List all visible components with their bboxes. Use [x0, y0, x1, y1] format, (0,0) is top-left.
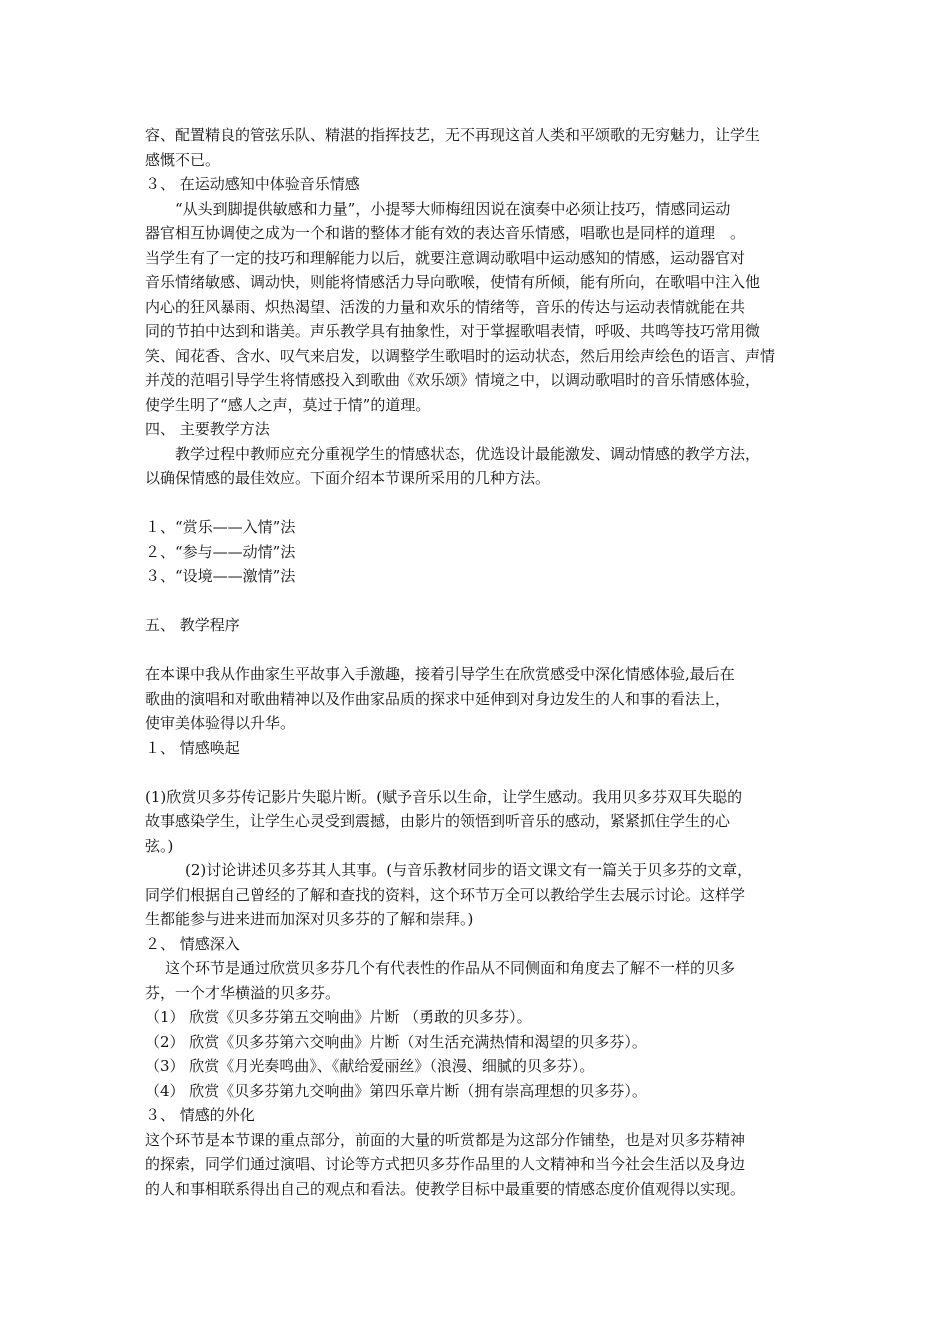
text-line: 使学生明了“感人之声，莫过于情”的道理。 — [145, 395, 431, 414]
text-line: “从头到脚提供敏感和力量”，小提琴大师梅纽因说在演奏中必须让技巧，情感同运动 — [175, 199, 731, 218]
text-line: 使审美体验得以升华。 — [145, 714, 296, 732]
blank-line — [145, 760, 820, 785]
text-line: （3） 欣赏《月光奏鸣曲》、《献给爱丽丝》（浪漫、细腻的贝多芬）。 — [145, 1057, 595, 1075]
text-line: 容、配置精良的管弦乐队、精湛的指挥技艺，无不再现这首人类和平颂歌的无穷魅力，让学生 — [145, 126, 761, 144]
text-line: (1)欣赏贝多芬传记影片失聪片断。(赋予音乐以生命，让学生感动。我用贝多芬双耳失聪的 — [145, 787, 743, 806]
blank-line — [145, 589, 820, 614]
text-line: 芬，一个才华横溢的贝多芬。 — [145, 983, 341, 1002]
text-line: 的人和事相联系得出自己的观点和看法。使教学目标中最重要的情感态度价值观得以实现。 — [145, 1179, 746, 1198]
text-line: 生都能参与进来进而加深对贝多芬的了解和崇拜。) — [145, 910, 474, 928]
text-line: 五、 教学程序 — [145, 616, 240, 634]
text-line: 并茂的范唱引导学生将情感投入到歌曲《欢乐颂》情境之中，以调动歌唱时的音乐情感体验， — [145, 371, 761, 389]
text-line: 故事感染学生，让学生心灵受到震撼，由影片的领悟到听音乐的感动，紧紧抓住学生的心 — [145, 812, 731, 830]
blank-line — [145, 491, 820, 516]
text-line: （4） 欣赏《贝多芬第九交响曲》第四乐章片断（拥有崇高理想的贝多芬）。 — [145, 1081, 647, 1100]
text-line: 这个环节是本节课的重点部分，前面的大量的听赏都是为这部分作铺垫，也是对贝多芬精神 — [145, 1130, 746, 1149]
text-line: 当学生有了一定的技巧和理解能力以后，就要注意调动歌唱中运动感知的情感，运动器官对 — [145, 248, 746, 267]
text-line: ３、“设境——激情”法 — [145, 567, 296, 585]
text-line: 感慨不已。 — [145, 150, 221, 169]
text-line: １、 情感唤起 — [145, 738, 240, 757]
text-line: 教学过程中教师应充分重视学生的情感状态，优选设计最能激发、调动情感的教学方法， — [175, 444, 761, 463]
text-line: ２、“参与——动情”法 — [145, 542, 296, 561]
text-line: ２、 情感深入 — [145, 934, 240, 953]
text-line: 笑、闻花香、含水、叹气来启发，以调整学生歌唱时的运动状态，然后用绘声绘色的语言、声情 — [145, 346, 776, 365]
text-line: ３、 在运动感知中体验音乐情感 — [145, 175, 360, 193]
text-line: 音乐情绪敏感、调动快，则能将情感活力导向歌喉，使情有所倾，能有所向，在歌唱中注入他 — [145, 273, 761, 291]
text-line: 以确保情感的最佳效应。下面介绍本节课所采用的几种方法。 — [145, 469, 551, 487]
text-line: 这个环节是通过欣赏贝多芬几个有代表性的作品从不同侧面和角度去了解不一样的贝多 — [165, 959, 736, 977]
text-line: 歌曲的演唱和对歌曲精神以及作曲家品质的探求中延伸到对身边发生的人和事的看法上， — [145, 689, 731, 708]
text-line: （2） 欣赏《贝多芬第六交响曲》片断（对生活充满热情和渴望的贝多芬）。 — [145, 1032, 647, 1051]
text-line: １、“赏乐——入情”法 — [145, 518, 296, 536]
text-line: （1） 欣赏《贝多芬第五交响曲》片断 （勇敢的贝多芬）。 — [145, 1008, 532, 1026]
text-line: 内心的狂风暴雨、炽热渴望、活泼的力量和欢乐的情绪等，音乐的传达与运动表情就能在共 — [145, 297, 746, 316]
text-line: 在本课中我从作曲家生平故事入手激趣，接着引导学生在欣赏感受中深化情感体验,最后在 — [145, 665, 735, 683]
text-line: 四、 主要教学方法 — [145, 420, 270, 438]
text-line: 器官相互协调使之成为一个和谐的整体才能有效的表达音乐情感，唱歌也是同样的道理 。 — [145, 224, 746, 242]
text-line: 同学们根据自己曾经的了解和查找的资料，这个环节万全可以教给学生去展示讨论。这样学 — [145, 885, 746, 904]
text-line: 的探索，同学们通过演唱、讨论等方式把贝多芬作品里的人文精神和当今社会生活以及身边 — [145, 1155, 746, 1173]
blank-line — [145, 638, 820, 663]
text-line: ３、 情感的外化 — [145, 1106, 255, 1124]
text-line: 同的节拍中达到和谐美。声乐教学具有抽象性，对于掌握歌唱表情，呼吸、共鸣等技巧常用微 — [145, 322, 761, 340]
text-line: 弦。) — [145, 836, 174, 855]
text-line: (2)讨论讲述贝多芬其人其事。(与音乐教材同步的语文课文有一篇关于贝多芬的文章， — [185, 861, 753, 879]
